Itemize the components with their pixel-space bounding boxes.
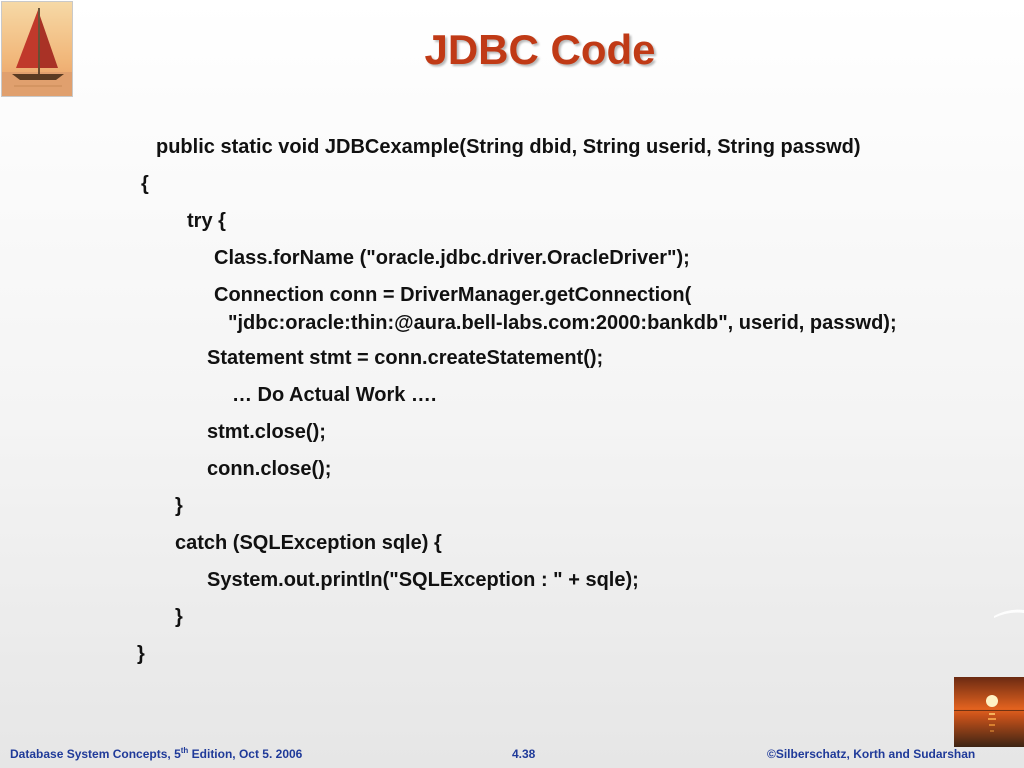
code-line-catch: catch (SQLException sqle) { (175, 532, 442, 554)
footer-copyright: ©Silberschatz, Korth and Sudarshan (767, 747, 976, 761)
code-line-get-connection: Connection conn = DriverManager.getConnection( (214, 284, 692, 306)
code-line-class-forname: Class.forName ("oracle.jdbc.driver.OracleDriver"); (214, 247, 690, 269)
code-line-conn-close: conn.close(); (207, 458, 332, 480)
footer-book-title (10, 747, 302, 761)
code-line-close-brace: } (137, 643, 145, 665)
decorative-swoosh (994, 605, 1024, 615)
footer-book-title-suffix: Edition, Oct 5. 2006 (188, 747, 303, 761)
code-line-stmt-close: stmt.close(); (207, 421, 326, 443)
slide-title: JDBC Code (424, 26, 656, 73)
footer-page-number: 4.38 (512, 747, 536, 761)
code-line-open-brace: { (141, 173, 149, 195)
sunset-logo-icon (954, 677, 1024, 747)
code-line-signature: public static void JDBCexample(String dbid, String userid, String passwd) (156, 136, 861, 158)
code-line-println: System.out.println("SQLException : " + sqle); (207, 569, 639, 591)
code-line-try: try { (187, 210, 226, 232)
footer-book-title-prefix: Database System Concepts, 5 (10, 747, 181, 761)
code-line-statement: Statement stmt = conn.createStatement(); (207, 347, 604, 369)
code-line-try-close: } (175, 495, 183, 517)
code-line-catch-close: } (175, 606, 183, 628)
code-line-connection-url: "jdbc:oracle:thin:@aura.bell-labs.com:2000:bankdb", userid, passwd); (228, 312, 897, 334)
code-line-actual-work: … Do Actual Work …. (232, 384, 437, 406)
footer-book-title-sup: th (180, 746, 189, 755)
